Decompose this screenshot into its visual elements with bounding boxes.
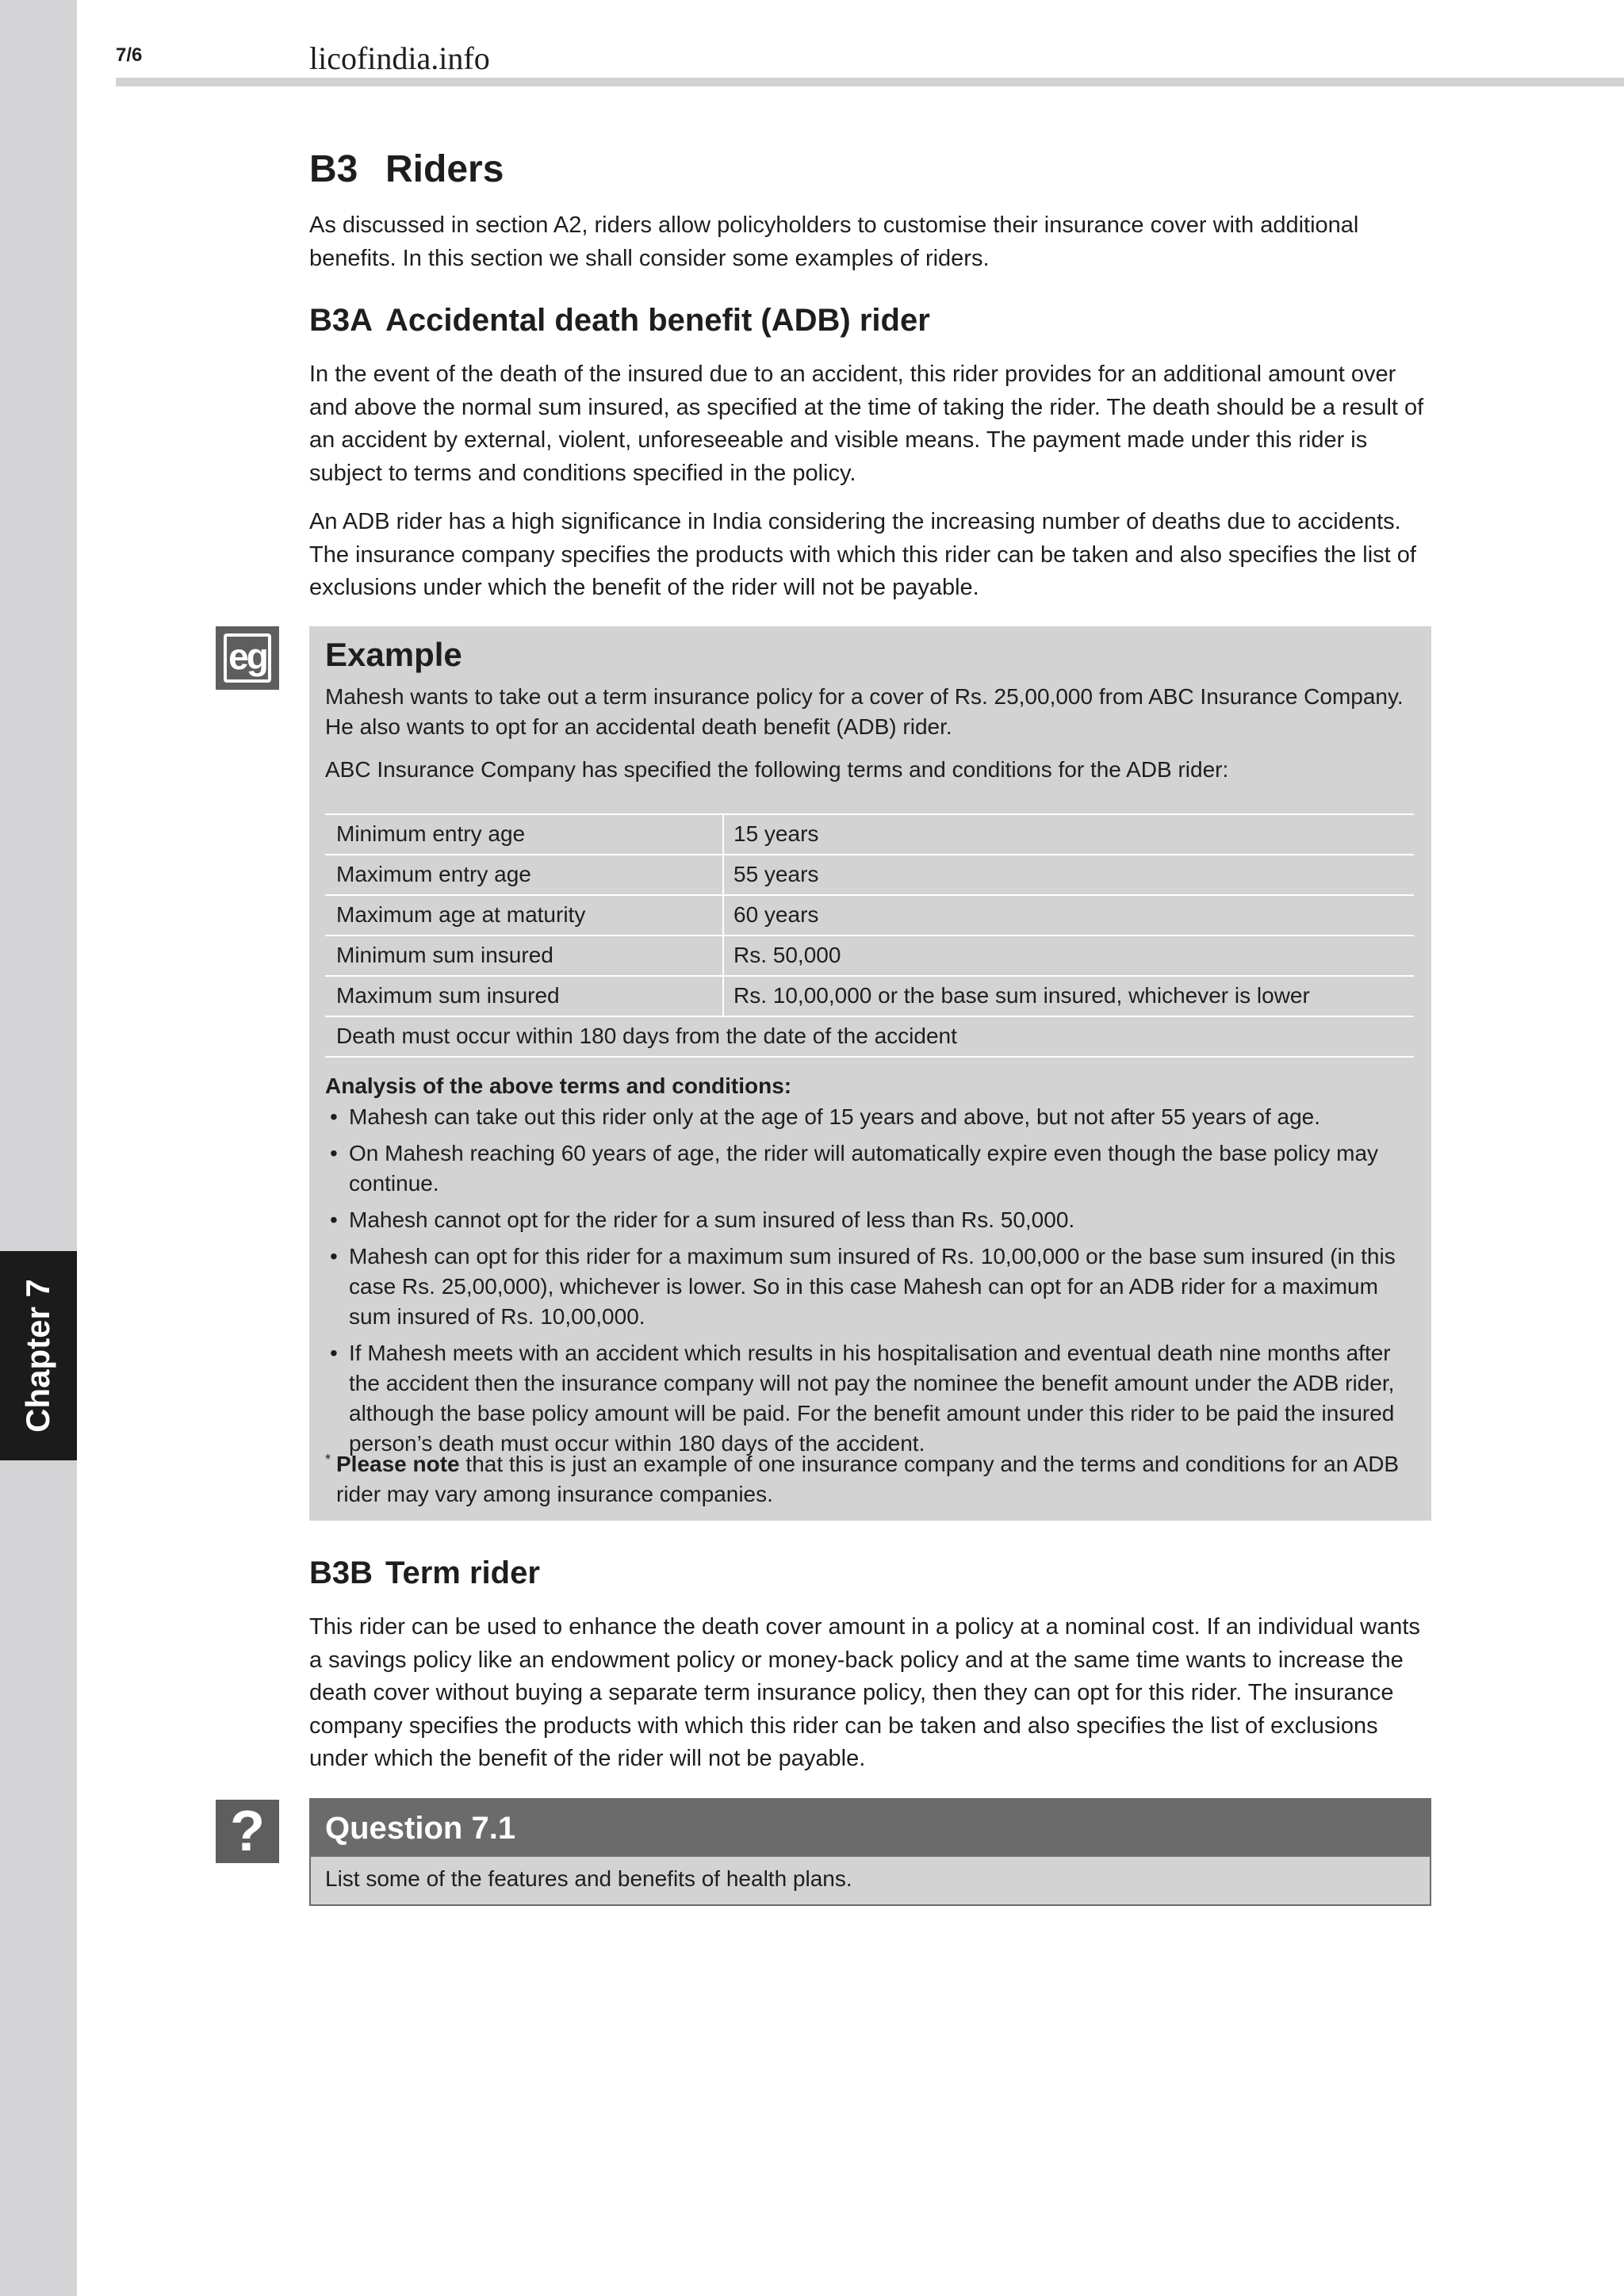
- list-item: • Mahesh cannot opt for the rider for a sum insured of less than Rs. 50,000.: [325, 1205, 1419, 1235]
- example-paragraph-2: ABC Insurance Company has specified the following terms and conditions for the ADB rider:: [325, 757, 1229, 782]
- example-box: [309, 626, 1431, 1521]
- section-b3-heading: [309, 147, 1431, 191]
- section-b3a-heading: [309, 303, 1431, 339]
- column-divider: [722, 896, 724, 935]
- term-label: Maximum entry age: [336, 862, 531, 886]
- term-value: Rs. 50,000: [733, 943, 841, 967]
- term-value: 15 years: [733, 821, 819, 846]
- side-strip: [0, 0, 77, 2296]
- table-row: [325, 854, 1414, 894]
- section-b3b-heading: [309, 1556, 1431, 1591]
- note-text: that this is just an example of one insurance company and the terms and conditions for an ADB rider may vary among insurance companies.: [336, 1452, 1400, 1506]
- analysis-title: Analysis of the above terms and conditions:: [325, 1073, 792, 1098]
- table-footer-row: [325, 1016, 1414, 1058]
- analysis-list: [325, 1102, 1419, 1465]
- example-icon: [216, 626, 279, 690]
- column-divider: [722, 815, 724, 854]
- chapter-label: Chapter 7: [19, 1279, 56, 1433]
- note-asterisk: *: [325, 1452, 331, 1468]
- term-label: Maximum sum insured: [336, 983, 560, 1008]
- list-item: • Mahesh can take out this rider only at the age of 15 years and above, but not after 55 years of age.: [325, 1102, 1419, 1132]
- table-row: [325, 813, 1414, 854]
- example-title: Example: [325, 636, 462, 673]
- b3-intro: As discussed in section A2, riders allow policyholders to customise their insurance cover with additional benefits. In this section we shall consider some examples of riders.: [309, 212, 1359, 271]
- column-divider: [722, 977, 724, 1016]
- column-divider: [722, 855, 724, 894]
- subsection-number: B3B: [309, 1556, 373, 1590]
- example-paragraph-1: Mahesh wants to take out a term insurance policy for a cover of Rs. 25,00,000 from ABC Insurance Company. He also wants to opt for an accidental death benefit (ADB) rider.: [325, 684, 1404, 739]
- list-item: • On Mahesh reaching 60 years of age, the rider will automatically expire even though the base policy may continue.: [325, 1138, 1419, 1199]
- question-icon: [216, 1800, 279, 1863]
- subsection-number: B3A: [309, 303, 373, 338]
- question-box: [309, 1798, 1431, 1906]
- subsection-title: Term rider: [385, 1556, 540, 1590]
- term-label: Minimum entry age: [336, 821, 526, 846]
- term-value: 60 years: [733, 902, 819, 927]
- column-divider: [722, 936, 724, 975]
- example-icon-label: eg: [224, 633, 271, 683]
- term-footer: Death must occur within 180 days from the date of the accident: [336, 1024, 957, 1048]
- site-name: licofindia.info: [309, 40, 490, 76]
- b3a-paragraph-1: In the event of the death of the insured due to an accident, this rider provides for an additional amount over and above the normal sum insured, as specified at the time of taking the rider. The death should be a result of an accident by external, violent, unforeseeable and visible means. The payment made under this rider is subject to terms and conditions specified in the policy.: [309, 362, 1424, 486]
- term-label: Maximum age at maturity: [336, 902, 586, 927]
- question-icon-glyph: ?: [230, 1800, 265, 1863]
- b3b-paragraph: This rider can be used to enhance the death cover amount in a policy at a nominal cost. If an individual wants a savings policy like an endowment policy or money-back policy and at the same time wants to increase the death cover without buying a separate term insurance policy, then they can opt for this rider. The insurance company specifies the products with which this rider can be taken and also specifies the list of exclusions under which the benefit of the rider will not be payable.: [309, 1614, 1420, 1771]
- section-number: B3: [309, 148, 358, 190]
- term-value: 55 years: [733, 862, 819, 886]
- question-text: List some of the features and benefits of health plans.: [325, 1866, 852, 1891]
- table-row: [325, 975, 1414, 1016]
- page-number: 7/6: [116, 44, 143, 66]
- header-rule: [116, 78, 1624, 86]
- question-title: Question 7.1: [311, 1800, 1430, 1857]
- list-item: • If Mahesh meets with an accident which results in his hospitalisation and eventual death nine months after the accident then the insurance company will not pay the nominee the benefit amount under the ADB rider, although the base policy amount will be paid. For the benefit amount under this rider to be paid the insured person’s death must occur within 180 days of the accident.: [325, 1338, 1419, 1459]
- section-title: Riders: [385, 148, 504, 190]
- list-item: • Mahesh can opt for this rider for a maximum sum insured of Rs. 10,00,000 or the base sum insured (in this case Rs. 25,00,000), whichever is lower. So in this case Mahesh can opt for an ADB rider for a maximum sum insured of Rs. 10,00,000.: [325, 1242, 1419, 1332]
- term-label: Minimum sum insured: [336, 943, 553, 967]
- example-note: [325, 1449, 1419, 1510]
- subsection-title: Accidental death benefit (ADB) rider: [385, 303, 930, 338]
- term-value: Rs. 10,00,000 or the base sum insured, whichever is lower: [733, 983, 1310, 1008]
- b3a-paragraph-2: An ADB rider has a high significance in India considering the increasing number of deaths due to accidents. The insurance company specifies the products with which this rider can be taken and also specifies the list of exclusions under which the benefit of the rider will not be payable.: [309, 509, 1416, 600]
- terms-table: [325, 813, 1414, 1058]
- table-row: [325, 935, 1414, 975]
- note-bold: Please note: [336, 1452, 460, 1476]
- table-row: [325, 894, 1414, 935]
